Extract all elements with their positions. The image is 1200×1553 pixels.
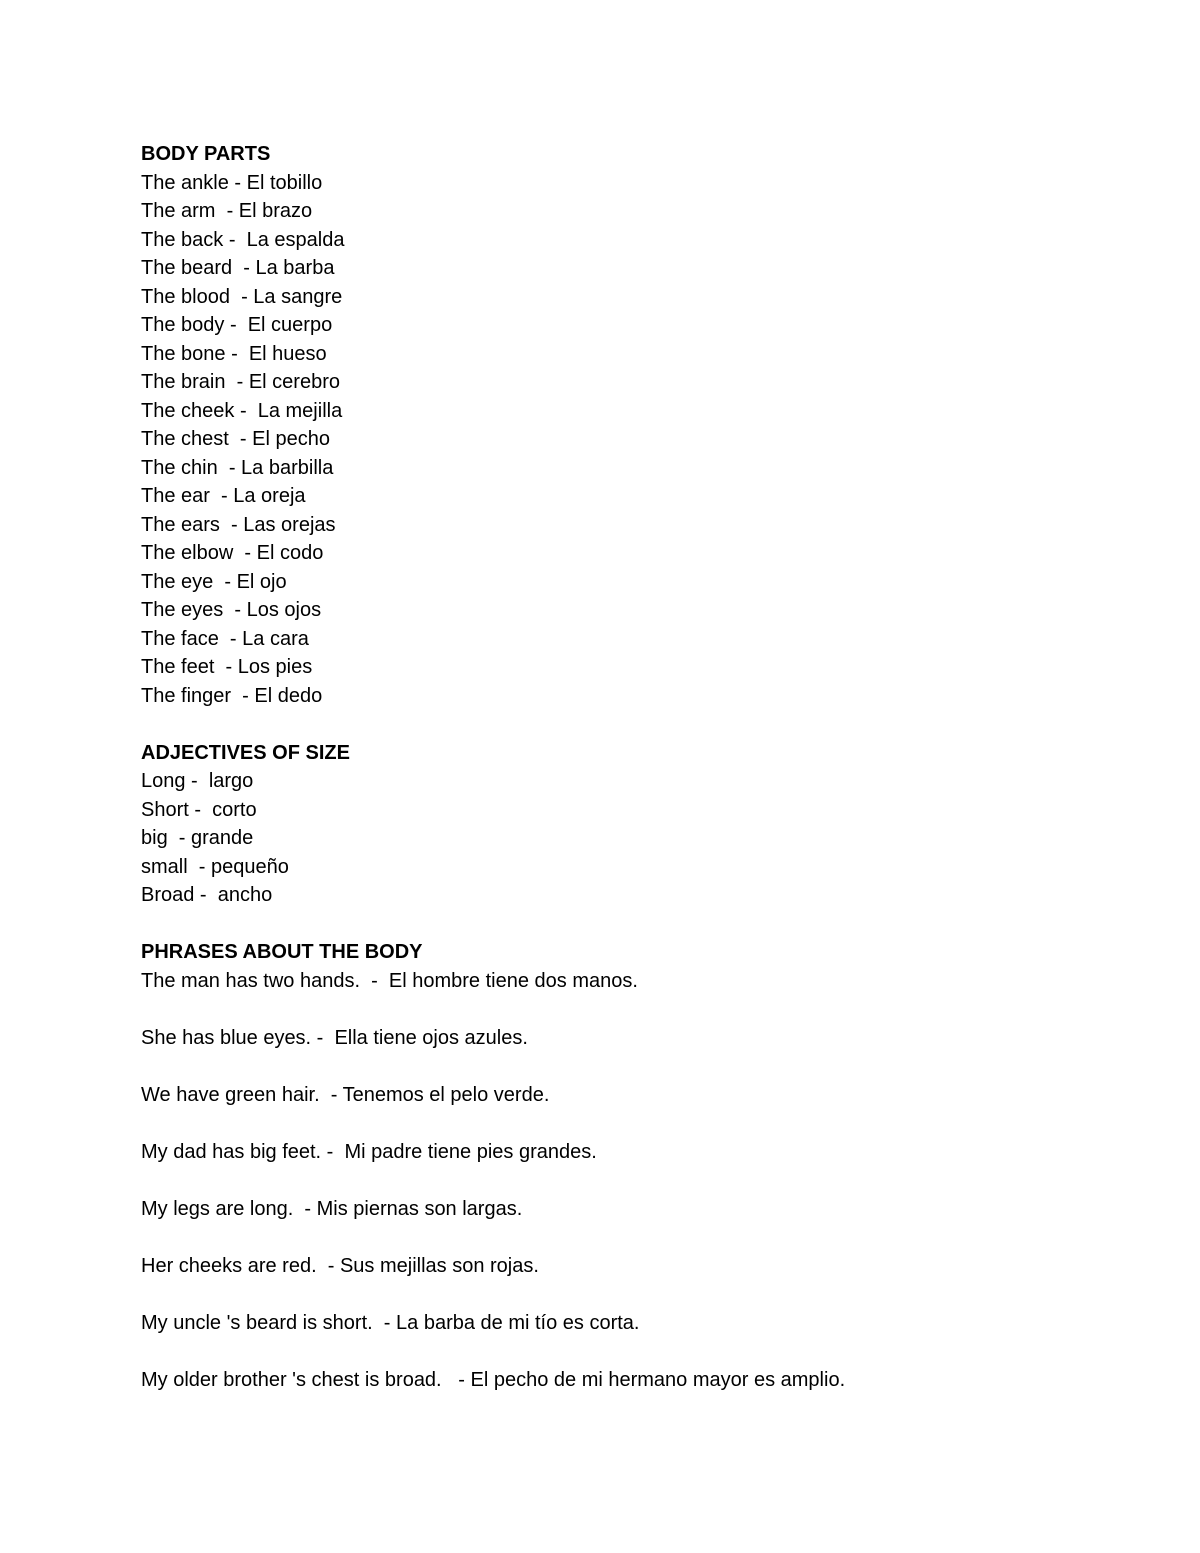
adjective-line: small - pequeño (141, 855, 289, 878)
vocab-line: The face - La cara (141, 627, 309, 650)
phrase-line: My legs are long. - Mis piernas son largas. (141, 1197, 523, 1220)
vocab-line: The feet - Los pies (141, 656, 313, 678)
vocab-line: The bone - El hueso (141, 342, 327, 365)
vocab-line: The chin - La barbilla (141, 456, 334, 479)
adjectives-heading: ADJECTIVES OF SIZE (141, 741, 350, 764)
vocab-line: The ear - La oreja (141, 485, 306, 507)
vocab-line: The elbow - El codo (141, 542, 324, 564)
spacer (141, 995, 1141, 1024)
spacer (141, 1280, 1141, 1309)
adjective-line: big - grande (141, 827, 254, 849)
phrase-line: Her cheeks are red. - Sus mejillas son rojas. (141, 1254, 539, 1277)
vocab-line: The ankle - El tobillo (141, 171, 323, 194)
adjectives-section (141, 739, 1141, 910)
vocab-line: The beard - La barba (141, 257, 335, 279)
phrase-line: She has blue eyes. - Ella tiene ojos azules. (141, 1026, 528, 1049)
adjective-line: Long - largo (141, 770, 254, 792)
adjective-line: Short - corto (141, 798, 257, 821)
spacer (141, 1166, 1141, 1195)
vocab-line: The body - El cuerpo (141, 314, 333, 336)
vocab-line: The blood - La sangre (141, 285, 343, 308)
vocab-line: The ears - Las orejas (141, 513, 336, 536)
phrases-heading: PHRASES ABOUT THE BODY (141, 941, 423, 963)
vocab-line: The cheek - La mejilla (141, 399, 343, 422)
vocab-line: The back - La espalda (141, 228, 345, 251)
document-page (141, 140, 1141, 1394)
spacer (141, 1223, 1141, 1252)
body-parts-section (141, 140, 1141, 710)
vocab-line: The eye - El ojo (141, 570, 287, 593)
phrase-line: The man has two hands. - El hombre tiene dos manos. (141, 969, 638, 992)
spacer (141, 710, 1141, 739)
phrase-line: My older brother 's chest is broad. - El pecho de mi hermano mayor es amplio. (141, 1368, 846, 1391)
phrase-line: We have green hair. - Tenemos el pelo verde. (141, 1083, 550, 1106)
spacer (141, 1052, 1141, 1081)
spacer (141, 1109, 1141, 1138)
vocab-line: The finger - El dedo (141, 684, 323, 707)
phrases-section (141, 938, 1141, 1394)
phrase-line: My dad has big feet. - Mi padre tiene pies grandes. (141, 1140, 597, 1163)
vocab-line: The brain - El cerebro (141, 371, 340, 393)
spacer (141, 910, 1141, 939)
adjective-line: Broad - ancho (141, 884, 273, 906)
vocab-line: The chest - El pecho (141, 428, 330, 450)
spacer (141, 1337, 1141, 1366)
vocab-line: The arm - El brazo (141, 200, 313, 222)
phrase-line: My uncle 's beard is short. - La barba de mi tío es corta. (141, 1311, 640, 1334)
body-parts-heading: BODY PARTS (141, 143, 271, 165)
vocab-line: The eyes - Los ojos (141, 599, 322, 621)
